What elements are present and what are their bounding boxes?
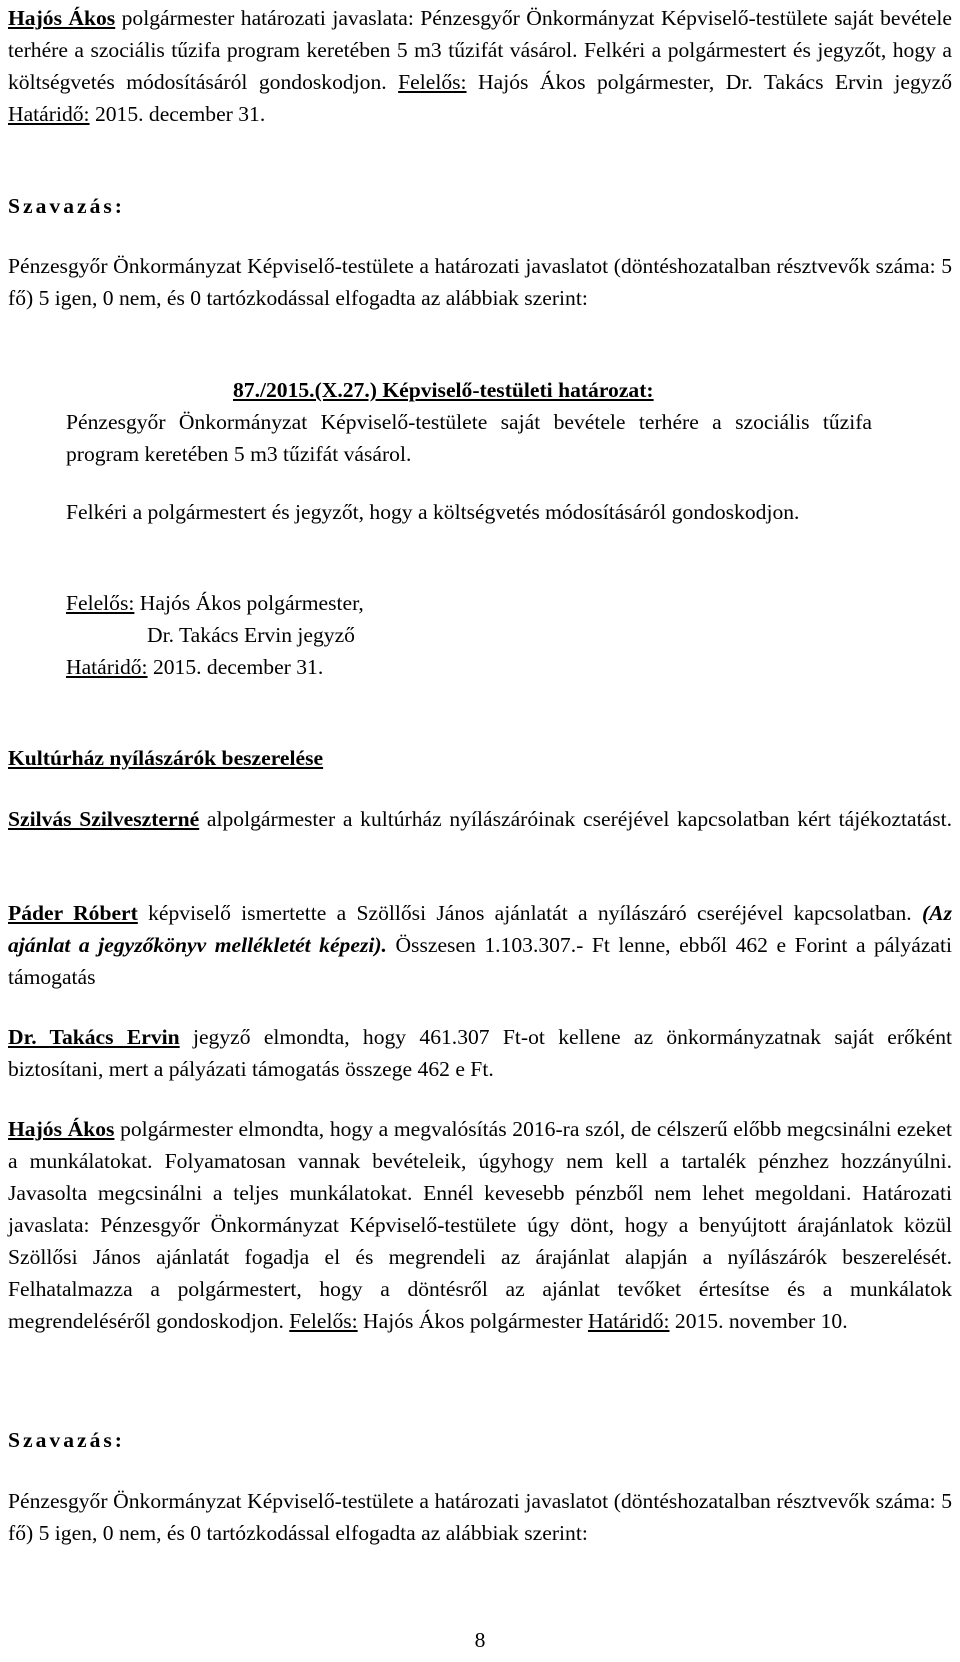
para-4-felelos-label: Felelős: <box>289 1309 358 1333</box>
resolution-felelos-2: Dr. Takács Ervin jegyző <box>147 623 355 647</box>
resolution-hatarido-label: Határidő: <box>66 655 148 679</box>
para-4-hatarido-text: 2015. november 10. <box>669 1309 848 1333</box>
speaker-name: Hajós Ákos <box>8 6 116 30</box>
felelos-text: Hajós Ákos polgármester, Dr. Takács Ervin jegyző <box>466 70 952 94</box>
resolution-number: 87./2015.(X.27.) <box>233 378 377 402</box>
resolution-felelos-label: Felelős: <box>66 591 135 615</box>
resolution-felelos-text: Hajós Ákos polgármester, <box>134 591 364 615</box>
resolution-text-2: Felkéri a polgármestert és jegyzőt, hogy a költségvetés módosításáról gondoskodjon. <box>66 500 800 524</box>
speaker-prefix: Dr. <box>8 1025 50 1049</box>
resolution-hatarido-text: 2015. december 31. <box>147 655 324 679</box>
para-3 <box>8 1021 952 1085</box>
resolution-hatarido <box>66 651 323 683</box>
vote-heading <box>8 190 125 222</box>
hatarido-label: Határidő: <box>8 102 90 126</box>
vote-heading-2 <box>8 1424 125 1456</box>
para-2-italic: (Az ajánlat a jegyzőkönyv mellékletét képezi). <box>8 901 952 957</box>
speaker-name: Takács Ervin <box>49 1025 180 1049</box>
vote-heading-text: Szavazás: <box>8 194 125 218</box>
para-4-hatarido-label: Határidő: <box>587 1309 670 1333</box>
resolution-title <box>233 374 654 406</box>
page-number: 8 <box>474 1628 486 1652</box>
intro-paragraph <box>8 2 952 130</box>
para-1-line-1 <box>8 803 952 835</box>
para-4 <box>8 1113 952 1337</box>
section-title <box>8 742 323 774</box>
vote-text: Pénzesgyőr Önkormányzat Képviselő-testülete a határozati javaslatot (döntéshozatalban résztvevők száma: 5 fő) 5 igen, 0 nem, és 0 tartózkodással elfogadta az alábbiak szerint: <box>8 254 952 310</box>
felelos-label: Felelős: <box>398 70 467 94</box>
resolution-felelos <box>66 587 364 619</box>
para-4-felelos-text: Hajós Ákos polgármester <box>357 1309 588 1333</box>
speaker-name: Szilvás Szilveszterné <box>8 807 200 831</box>
resolution-text-1: Pénzesgyőr Önkormányzat Képviselő-testülete saját bevétele terhére a szociális tűzifa program keretében 5 m3 tűzifát vásárol. <box>66 410 872 466</box>
vote-heading-text: Szavazás: <box>8 1428 125 1452</box>
speaker-name: Hajós Ákos <box>8 1117 115 1141</box>
intro-text: polgármester határozati javaslata: Pénzesgyőr Önkormányzat Képviselő-testülete saját bevétele terhére a szociális tűzifa program keretében 5 m3 tűzifát vásárol. Felkéri a polgármestert és jegyzőt, hogy a költségvetés módosításáról gondoskodjon. <box>8 6 953 94</box>
para-2-text: képviselő ismertette a Szöllősi János ajánlatát a nyílászáró cseréjével kapcsolatban. <box>137 901 922 925</box>
speaker-name: Páder Róbert <box>8 901 138 925</box>
hatarido-text: 2015. december 31. <box>89 102 266 126</box>
para-1-text: alpolgármester a kultúrház nyílászáróinak cseréjével kapcsolatban kért tájékoztatást. <box>199 807 952 831</box>
section-title-text: Kultúrház nyílászárók beszerelése <box>8 746 324 770</box>
resolution-title-text: Képviselő-testületi határozat: <box>376 378 654 402</box>
vote-text-2: Pénzesgyőr Önkormányzat Képviselő-testülete a határozati javaslatot (döntéshozatalban résztvevők száma: 5 fő) 5 igen, 0 nem, és 0 tartózkodással elfogadta az alábbiak szerint: <box>8 1489 952 1545</box>
para-2 <box>8 897 952 993</box>
para-4-text: polgármester elmondta, hogy a megvalósítás 2016-ra szól, de célszerű előbb megcsinálni ezeket a munkálatokat. Folyamatosan vannak bevételeik, úgyhogy nem kell a tartalék pénzhez hozzányúlni. Javasolta megcsinálni a teljes munkálatokat. Ennél kevesebb pénzből nem lehet megoldani. Határozati javaslata: Pénzesgyőr Önkormányzat Képviselő-testülete úgy dönt, hogy a benyújtott árajánlatok közül Szöllősi János ajánlatát fogadja el és megrendeli az árajánlat alapján a nyílászárók beszerelését. Felhatalmazza a polgármestert, hogy a döntésről az ajánlat tevőket értesítse és a munkálatok megrendeléséről gondoskodjon. <box>8 1117 953 1333</box>
para-2-text-2: Összesen 1.103.307.- Ft lenne, ebből 462 e Forint a pályázati támogatás <box>8 933 952 989</box>
para-3-text: jegyző elmondta, hogy 461.307 Ft-ot kellene az önkormányzatnak saját erőként biztosítani, mert a pályázati támogatás összege 462 e Ft. <box>8 1025 953 1081</box>
